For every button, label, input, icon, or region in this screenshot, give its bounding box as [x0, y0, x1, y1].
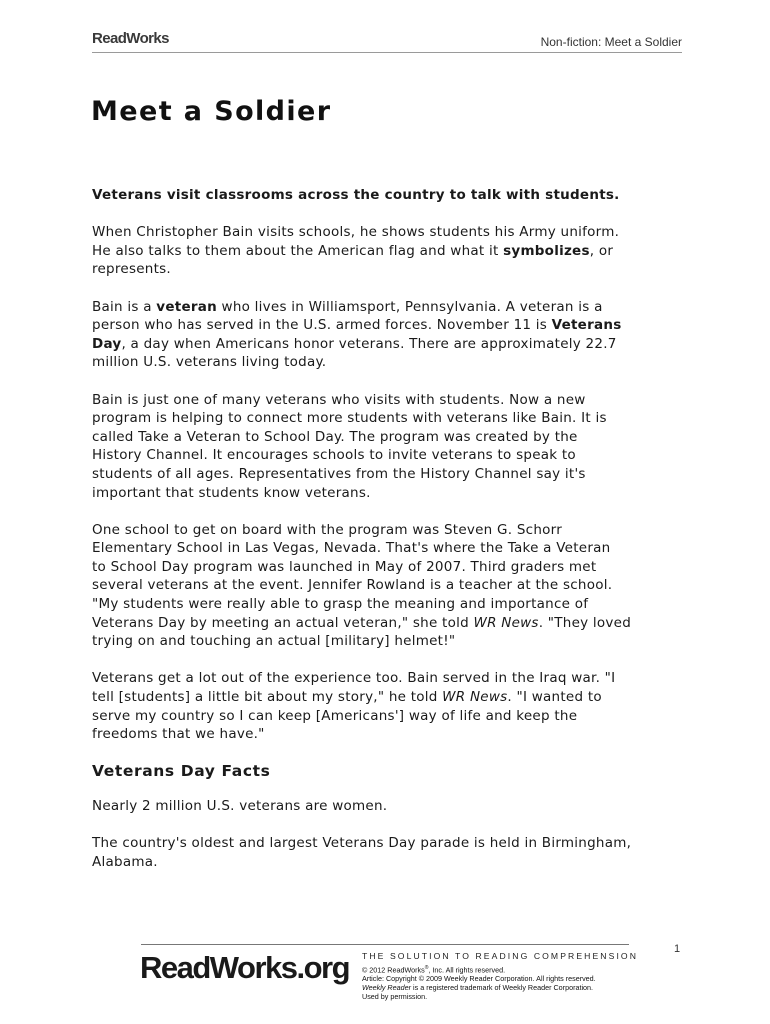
- paragraph-line: Alabama.: [92, 853, 158, 870]
- text-run: . "I wanted to: [507, 689, 602, 706]
- footer-tagline: THE SOLUTION TO READING COMPREHENSION: [362, 951, 639, 961]
- article-subtitle: Veterans visit classrooms across the country to talk with students.: [92, 187, 620, 203]
- facts-heading: Veterans Day Facts: [92, 762, 271, 781]
- text-run: who lives in Williamsport, Pennsylvania. A veteran is a: [216, 298, 603, 315]
- paragraph-line: [92, 614, 692, 633]
- vocab-term-symbolizes: symbolizes: [503, 242, 590, 259]
- paragraph-5: [92, 669, 692, 743]
- article-title: Meet a Soldier: [91, 96, 332, 127]
- paragraph-line: important that students know veterans.: [92, 484, 371, 501]
- article-copyright-line: Article: Copyright © 2009 Weekly Reader Corporation. All rights reserved.: [362, 973, 596, 983]
- paragraph-line: "My students were really able to grasp the meaning and importance of: [92, 596, 589, 613]
- text-run: tell [students] a little bit about my story," he told: [92, 689, 443, 706]
- footer-info: [362, 952, 652, 1001]
- paragraph-line: called Take a Veteran to School Day. The program was created by the: [92, 428, 578, 445]
- paragraph-1: [92, 223, 692, 279]
- paragraph-3: [92, 391, 692, 503]
- text-run: . "They loved: [538, 614, 632, 631]
- paragraph-line: Bain is just one of many veterans who visits with students. Now a new: [92, 391, 586, 408]
- text-run: He also talks to them about the American flag and what it: [92, 242, 504, 259]
- page-header: [92, 30, 682, 53]
- vocab-term-veterans: Veterans: [551, 317, 622, 334]
- paragraph-line: [92, 242, 692, 261]
- text-run: , a day when Americans honor veterans. There are approximately 22.7: [121, 335, 617, 352]
- publication-name: WR News: [442, 689, 508, 706]
- paragraph-line: The country's oldest and largest Veterans Day parade is held in Birmingham,: [92, 835, 632, 852]
- text-run: , Inc. All rights reserved.: [428, 965, 506, 975]
- paragraph-line: million U.S. veterans living today.: [92, 354, 327, 371]
- header-document-label: Non-fiction: Meet a Soldier: [540, 35, 682, 49]
- paragraph-line: [92, 688, 692, 707]
- text-run: is a registered trademark of Weekly Reader Corporation.: [411, 982, 594, 992]
- paragraph-line: serve my country so I can keep [Americans'] way of life and keep the: [92, 707, 578, 724]
- paragraph-line: Veterans get a lot out of the experience too. Bain served in the Iraq war. "I: [92, 670, 616, 687]
- paragraph-line: When Christopher Bain visits schools, he shows students his Army uniform.: [92, 224, 620, 241]
- paragraph-line: to School Day program was launched in May of 2007. Third graders met: [92, 558, 597, 575]
- text-run: person who has served in the U.S. armed forces. November 11 is: [92, 317, 552, 334]
- permission-line: Used by permission.: [362, 991, 428, 1001]
- paragraph-4: [92, 521, 692, 651]
- paragraph-line: [92, 298, 692, 317]
- paragraph-2: [92, 298, 692, 372]
- paragraph-line: One school to get on board with the program was Steven G. Schorr: [92, 521, 562, 538]
- page-number: 1: [674, 943, 681, 955]
- paragraph-line: several veterans at the event. Jennifer Rowland is a teacher at the school.: [92, 577, 613, 594]
- paragraph-line: [92, 335, 692, 354]
- fact-2: [92, 834, 692, 871]
- paragraph-line: students of all ages. Representatives from the History Channel say it's: [92, 465, 586, 482]
- text-run: © 2012 ReadWorks: [362, 965, 425, 975]
- text-run: Bain is a: [92, 298, 157, 315]
- paragraph-line: program is helping to connect more students with veterans like Bain. It is: [92, 410, 607, 427]
- fact-1: Nearly 2 million U.S. veterans are women.: [92, 798, 388, 814]
- paragraph-line: represents.: [92, 261, 171, 278]
- paragraph-line: Elementary School in Las Vegas, Nevada. That's where the Take a Veteran: [92, 540, 611, 557]
- registered-mark: ®: [424, 964, 429, 971]
- publication-name: WR News: [473, 614, 539, 631]
- header-logo: ReadWorks: [92, 30, 169, 47]
- paragraph-line: trying on and touching an actual [military] helmet!": [92, 633, 456, 650]
- paragraph-line: freedoms that we have.": [92, 726, 265, 743]
- text-run: Veterans Day by meeting an actual veteran," she told: [92, 614, 474, 631]
- vocab-term-day: Day: [92, 335, 122, 352]
- footer-divider: [141, 944, 629, 945]
- paragraph-line: History Channel. It encourages schools to invite veterans to speak to: [92, 447, 576, 464]
- paragraph-line: [92, 316, 692, 335]
- text-run: , or: [589, 242, 614, 259]
- footer-logo: ReadWorks.org: [140, 950, 350, 985]
- vocab-term-veteran: veteran: [156, 298, 217, 315]
- publication-name: Weekly Reader: [362, 982, 412, 992]
- article-body: [92, 186, 692, 890]
